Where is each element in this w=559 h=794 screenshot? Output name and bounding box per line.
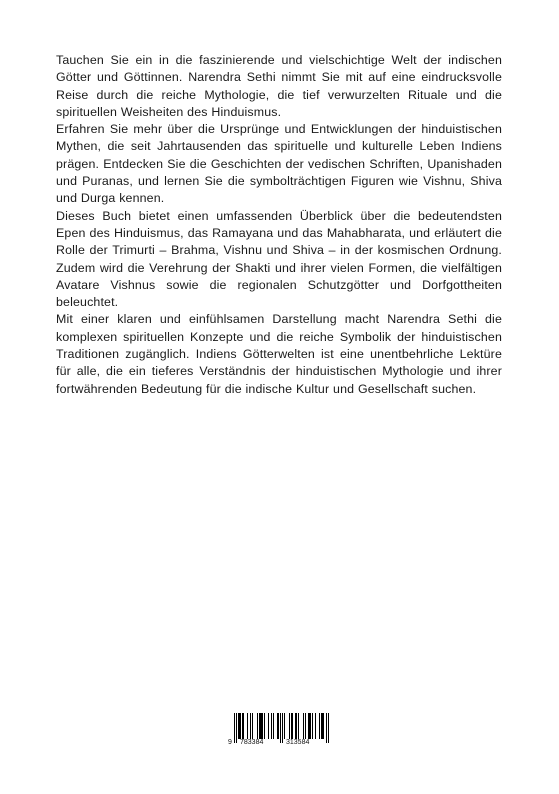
barcode-bar bbox=[247, 713, 248, 739]
barcode-bar bbox=[328, 713, 329, 743]
barcode-bar bbox=[323, 713, 324, 739]
barcode-bar bbox=[315, 713, 316, 739]
barcode-bar bbox=[262, 713, 263, 739]
barcode-bar bbox=[312, 713, 313, 739]
barcode-right-digits: 313584 bbox=[286, 739, 310, 746]
barcode-bar bbox=[310, 713, 311, 739]
barcode-bar bbox=[284, 713, 285, 739]
barcode-bar bbox=[250, 713, 251, 739]
barcode-bar bbox=[326, 713, 327, 743]
barcode-bar bbox=[280, 713, 281, 743]
barcode-bar bbox=[271, 713, 272, 739]
back-cover-text bbox=[56, 52, 502, 398]
barcode-bar bbox=[243, 713, 244, 739]
barcode-bar bbox=[236, 713, 237, 743]
barcode-bar bbox=[268, 713, 269, 739]
barcode-left-digits: 783384 bbox=[240, 739, 264, 746]
barcode-bar bbox=[252, 713, 253, 739]
blurb-paragraph-3: Dieses Buch bietet einen umfassenden Überblick über die bedeutendsten Epen des Hinduismus, das Ramayana und das Mahabharata, und erläutert die Rolle der Trimurti – Brahma, Vishnu und Shiva – in der kosmischen Ordnung. Zudem wird die Verehrung der Shakti und ihrer vielen Formen, die vielfältigen Avatare Vishnus sowie die regionalen Schutzgötter und Dorfgottheiten beleuchtet. bbox=[56, 208, 502, 310]
barcode-bar bbox=[319, 713, 320, 739]
barcode-bar bbox=[322, 713, 323, 739]
barcode-bar bbox=[321, 713, 322, 739]
barcode-bar bbox=[242, 713, 243, 739]
barcode-bar bbox=[278, 713, 279, 739]
barcode-bar bbox=[261, 713, 262, 739]
barcode-bar bbox=[259, 713, 260, 739]
barcode-bar bbox=[264, 713, 265, 739]
barcode-bar bbox=[289, 713, 290, 739]
barcode-bar bbox=[239, 713, 240, 739]
barcode-bar bbox=[260, 713, 261, 739]
barcode-bar bbox=[303, 713, 304, 739]
barcode-bar bbox=[277, 713, 278, 739]
barcode-bar bbox=[305, 713, 306, 739]
barcode-first-digit: 9 bbox=[228, 739, 232, 746]
blurb-paragraph-1: Tauchen Sie ein in die faszinierende und vielschichtige Welt der indischen Götter und Göttinnen. Narendra Sethi nimmt Sie mit auf eine eindrucksvolle Reise durch die reiche Mythologie, die tief verwurzelten Rituale und die spirituellen Weisheiten des Hinduismus. bbox=[56, 53, 502, 119]
barcode-bar bbox=[298, 713, 299, 739]
isbn-barcode bbox=[227, 713, 331, 749]
barcode-bar bbox=[295, 713, 296, 739]
barcode-bar bbox=[240, 713, 241, 739]
barcode-bar bbox=[296, 713, 297, 739]
barcode-bar bbox=[308, 713, 309, 739]
barcode-bar bbox=[238, 713, 239, 739]
blurb-paragraph-4: Mit einer klaren und einfühlsamen Darstellung macht Narendra Sethi die komplexen spirituellen Konzepte und die reiche Symbolik der hinduistischen Traditionen zugänglich. Indiens Götterwelten ist eine unentbehrliche Lektüre für alle, die ein tieferes Verständnis der hinduistischen Mythologie und ihrer fortwährenden Bedeutung für die indische Kultur und Gesellschaft suchen. bbox=[56, 312, 502, 396]
barcode-bar bbox=[282, 713, 283, 743]
barcode-bar bbox=[309, 713, 310, 739]
barcode-bar bbox=[234, 713, 235, 743]
blurb-paragraph-2: Erfahren Sie mehr über die Ursprünge und Entwicklungen der hinduistischen Mythen, die seit Jahrtausenden das spirituelle und kulturelle Leben Indiens prägen. Entdecken Sie die Geschichten der vedischen Schriften, Upanishaden und Puranas, und lernen Sie die symbolträchtigen Figuren wie Vishnu, Shiva und Durga kennen. bbox=[56, 122, 502, 206]
barcode-bar bbox=[273, 713, 274, 739]
barcode-bar bbox=[292, 713, 293, 739]
barcode-bar bbox=[257, 713, 258, 739]
barcode-bar bbox=[291, 713, 292, 739]
